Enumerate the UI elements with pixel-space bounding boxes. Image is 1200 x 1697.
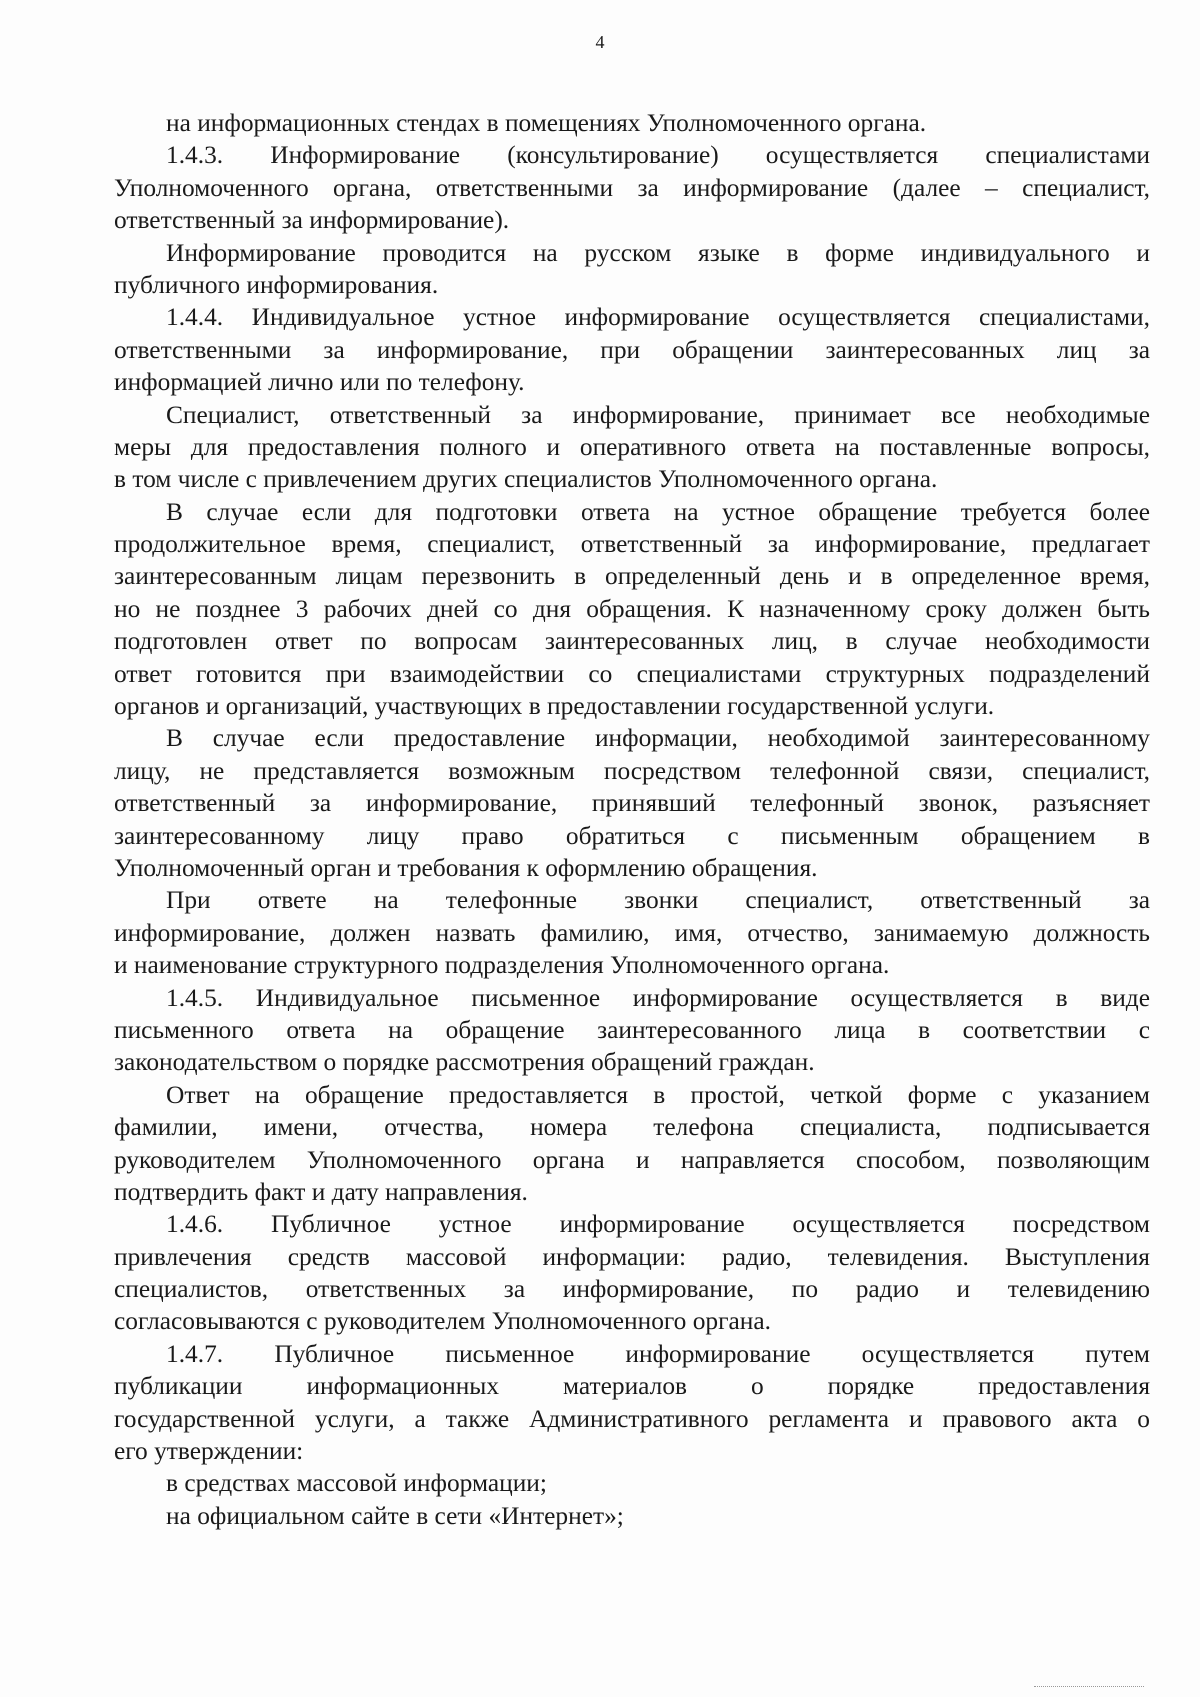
text-line: его утверждении: <box>114 1437 304 1466</box>
text-line: ответственный за информирование, принявший телефонный звонок, разъясняет <box>114 789 1150 818</box>
text-line: государственной услуги, а также Административного регламента и правового акта о <box>114 1404 1150 1433</box>
text-line: заинтересованным лицам перезвонить в определенный день и в определенное время, <box>114 562 1150 591</box>
text-line: Ответ на обращение предоставляется в простой, четкой форме с указанием <box>166 1080 1150 1109</box>
document-body <box>114 107 1150 1532</box>
text-line: 1.4.6. Публичное устное информирование осуществляется посредством <box>166 1210 1150 1239</box>
text-line: ответственными за информирование, при обращении заинтересованных лиц за <box>114 335 1150 364</box>
text-line: Специалист, ответственный за информирование, принимает все необходимые <box>166 400 1150 429</box>
text-line: органов и организаций, участвующих в предоставлении государственной услуги. <box>114 692 995 721</box>
text-line: подготовлен ответ по вопросам заинтересованных лиц, в случае необходимости <box>114 627 1150 656</box>
scan-artifact <box>1034 1686 1144 1693</box>
text-line: ответ готовится при взаимодействии со специалистами структурных подразделений <box>114 659 1150 688</box>
text-line: заинтересованному лицу право обратиться с письменным обращением в <box>114 821 1150 850</box>
text-line: на информационных стендах в помещениях Уполномоченного органа. <box>166 109 927 137</box>
text-line: 1.4.4. Индивидуальное устное информирование осуществляется специалистами, <box>166 303 1150 332</box>
text-line: привлечения средств массовой информации: радио, телевидения. Выступления <box>114 1242 1150 1271</box>
text-line: подтвердить факт и дату направления. <box>114 1177 528 1206</box>
text-line: но не позднее 3 рабочих дней со дня обращения. К назначенному сроку должен быть <box>114 594 1150 623</box>
text-line: Уполномоченный орган и требования к оформлению обращения. <box>114 853 818 882</box>
text-line: 1.4.5. Индивидуальное письменное информирование осуществляется в виде <box>166 983 1150 1012</box>
text-line: публичного информирования. <box>114 270 439 299</box>
text-line: 1.4.7. Публичное письменное информирование осуществляется путем <box>166 1339 1150 1368</box>
text-line: В случае если для подготовки ответа на устное обращение требуется более <box>166 497 1150 526</box>
text-line: руководителем Уполномоченного органа и направляется способом, позволяющим <box>114 1145 1150 1174</box>
text-line: ответственный за информирование). <box>114 206 510 235</box>
text-line: лицу, не представляется возможным посредством телефонной связи, специалист, <box>114 756 1150 785</box>
text-line: В случае если предоставление информации, необходимой заинтересованному <box>166 724 1150 753</box>
text-line: на официальном сайте в сети «Интернет»; <box>166 1501 624 1530</box>
text-line: и наименование структурного подразделения Уполномоченного органа. <box>114 951 890 980</box>
text-line: меры для предоставления полного и оперативного ответа на поставленные вопросы, <box>114 432 1150 461</box>
text-line: в том числе с привлечением других специалистов Уполномоченного органа. <box>114 465 938 494</box>
text-line: фамилии, имени, отчества, номера телефона специалиста, подписывается <box>114 1113 1150 1142</box>
text-line: При ответе на телефонные звонки специалист, ответственный за <box>166 886 1150 915</box>
text-line: Информирование проводится на русском языке в форме индивидуального и <box>166 238 1150 267</box>
text-line: информирование, должен назвать фамилию, имя, отчество, занимаемую должность <box>114 918 1150 947</box>
page-number: 4 <box>595 32 605 52</box>
text-line: согласовываются с руководителем Уполномоченного органа. <box>114 1307 772 1336</box>
text-line: 1.4.3. Информирование (консультирование) осуществляется специалистами <box>166 141 1150 170</box>
text-line: в средствах массовой информации; <box>166 1469 547 1498</box>
text-line: Уполномоченного органа, ответственными за информирование (далее – специалист, <box>114 173 1150 202</box>
text-line: информацией лично или по телефону. <box>114 368 525 397</box>
text-line: публикации информационных материалов о порядке предоставления <box>114 1372 1150 1401</box>
text-line: специалистов, ответственных за информирование, по радио и телевидению <box>114 1275 1150 1304</box>
text-line: продолжительное время, специалист, ответственный за информирование, предлагает <box>114 530 1150 559</box>
text-line: законодательством о порядке рассмотрения обращений граждан. <box>114 1048 815 1077</box>
text-line: письменного ответа на обращение заинтересованного лица в соответствии с <box>114 1015 1150 1044</box>
